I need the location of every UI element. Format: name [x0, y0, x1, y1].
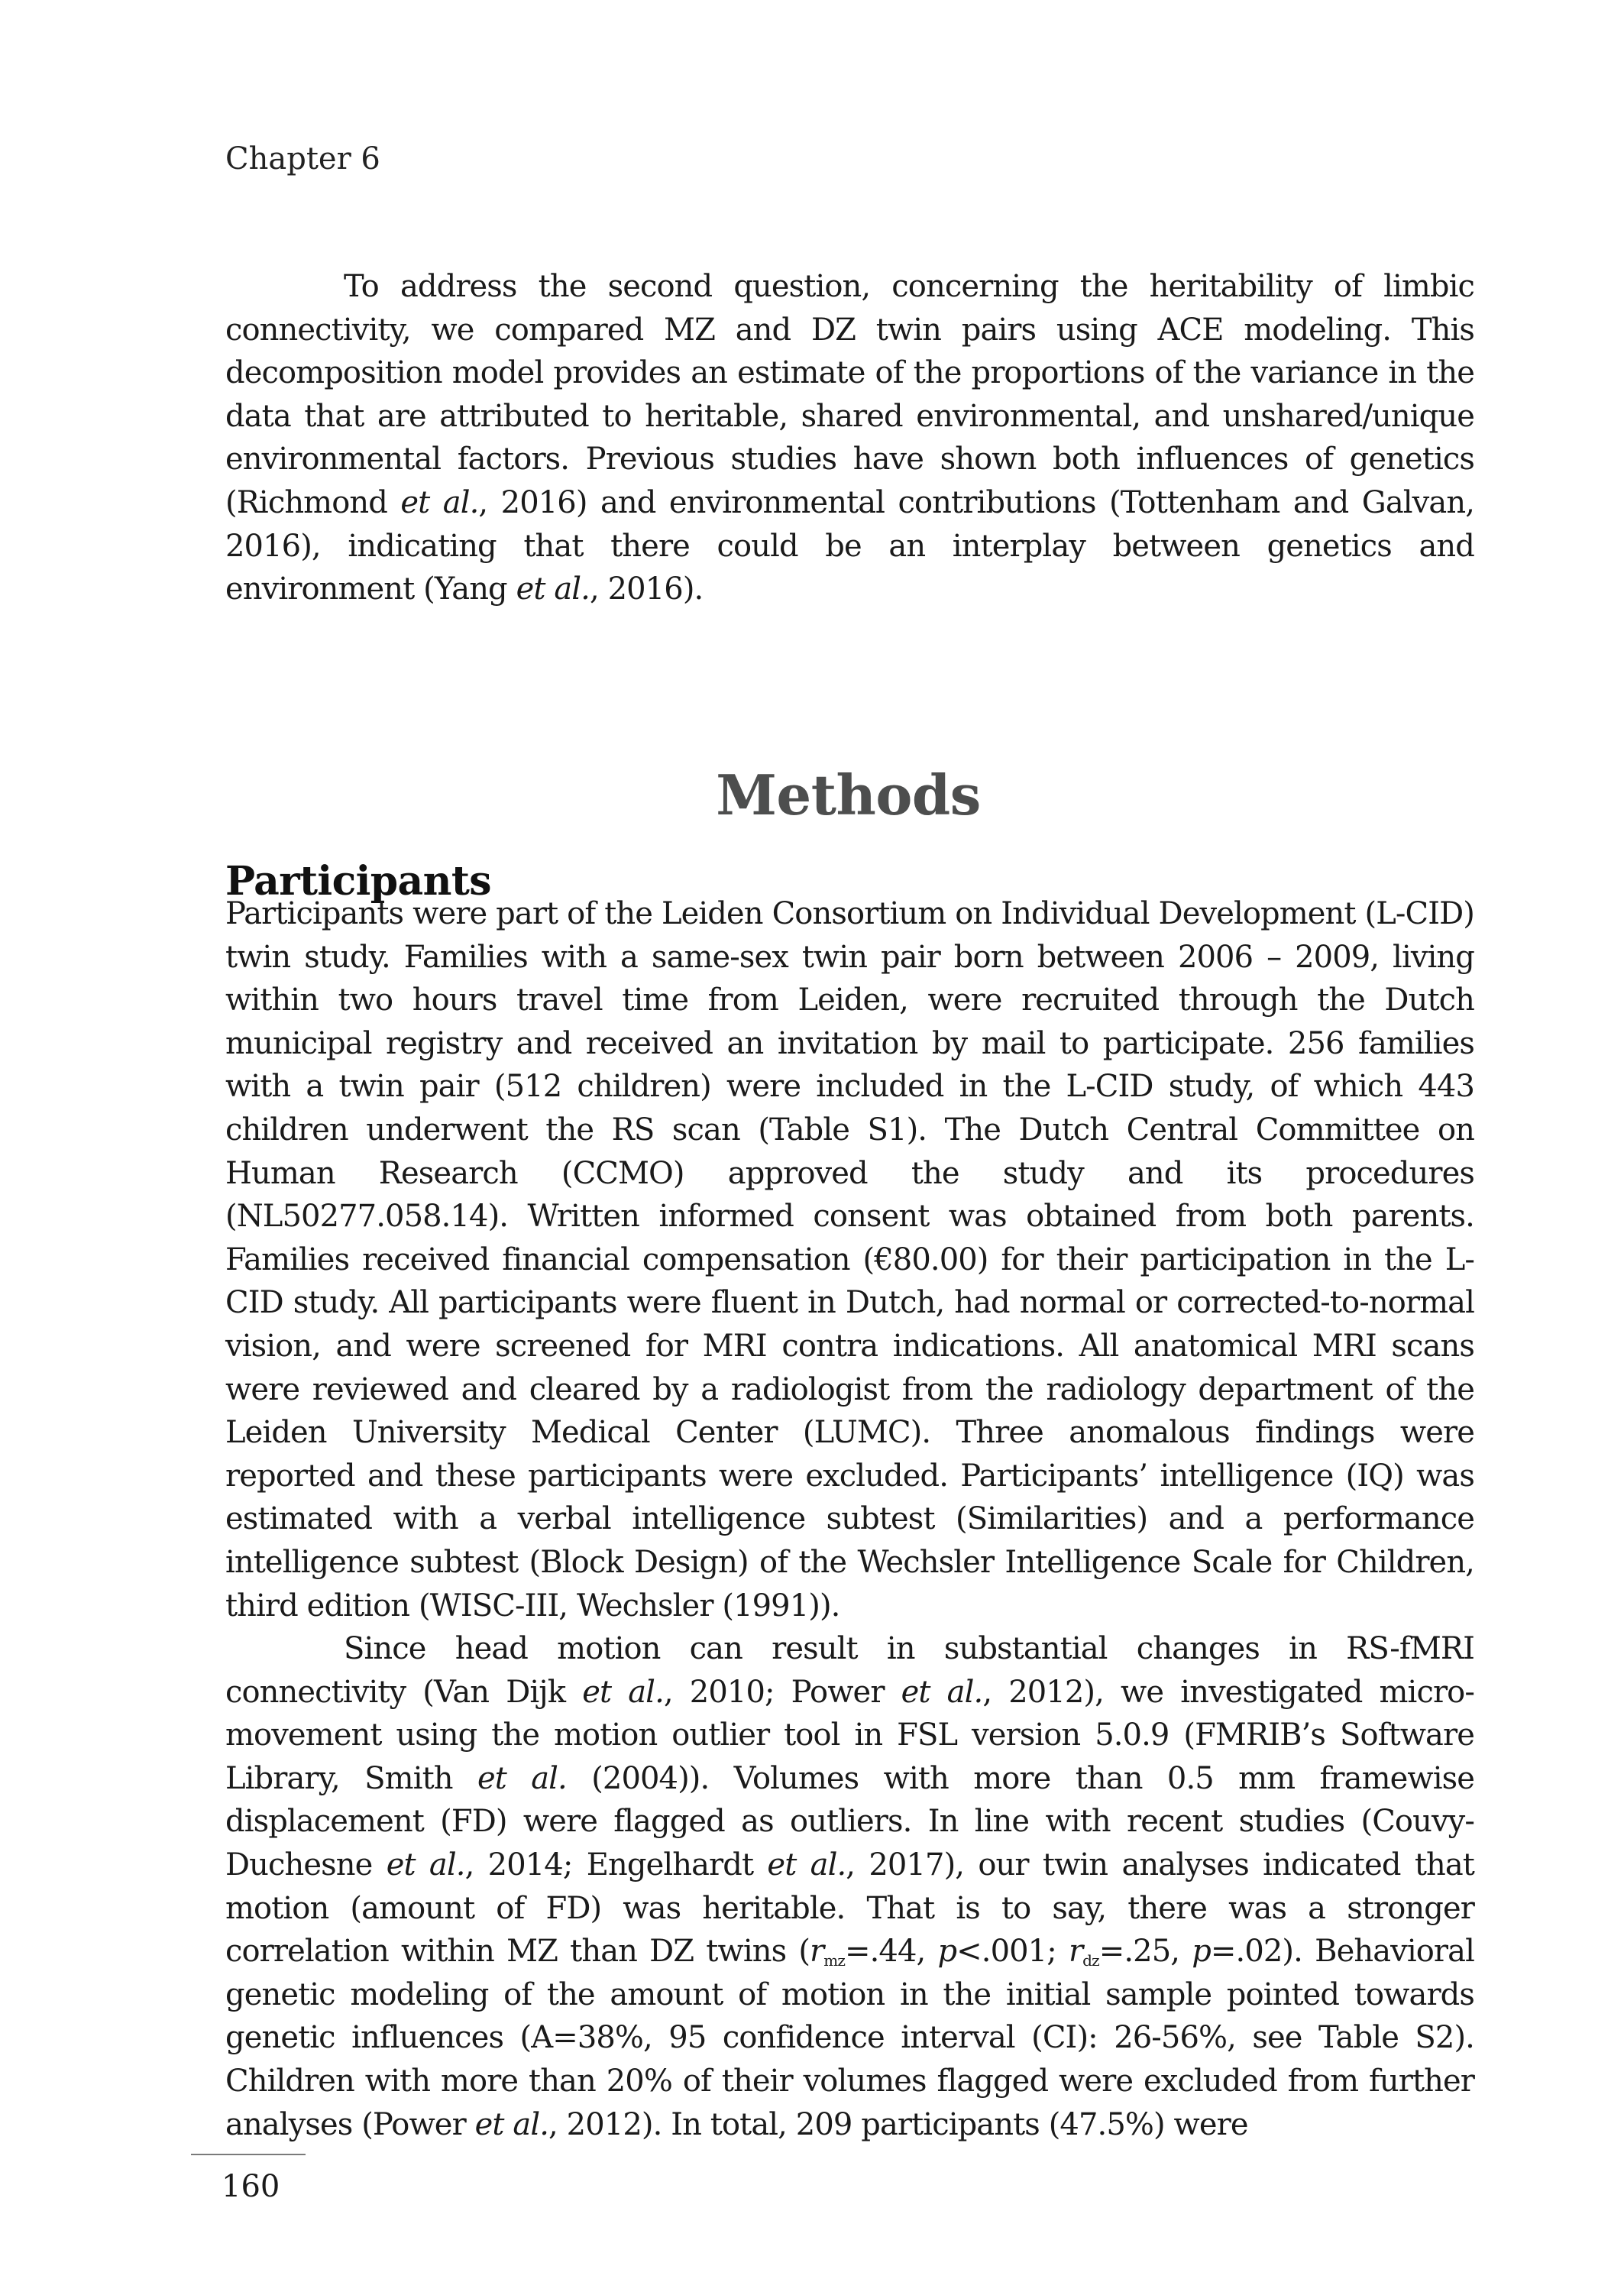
text-run: , 2017), our twin analyses indicated that motion (amount of FD) was heritable. That is to say, there was a stronger correlation within MZ than DZ twins (	[225, 1847, 1474, 1970]
text-run: (2004)). Volumes with more than 0.5 mm framewise displacement (FD) were flagged as outliers. In line with recent studies (Couvy-Duchesne	[225, 1760, 1474, 1883]
italic-et-al: et al.	[767, 1847, 846, 1883]
running-head-chapter: Chapter 6	[225, 141, 380, 176]
text-run: , 2016).	[590, 571, 704, 607]
text-run: , 2012), we investigated micro-movement using the motion outlier tool in FSL version 5.0.9 (FMRIB’s Software Library, Smith	[225, 1674, 1474, 1796]
page-number: 160	[222, 2169, 280, 2204]
stat-p: p	[1192, 1934, 1211, 1970]
italic-et-al: et al.	[477, 1760, 567, 1796]
subscript-mz: mz	[823, 1951, 845, 1970]
italic-et-al: et al.	[582, 1674, 664, 1710]
stat-r-mz: r	[810, 1934, 824, 1970]
intro-section	[225, 265, 1474, 611]
text-run: , 2010; Power	[663, 1674, 901, 1710]
intro-paragraph	[225, 265, 1474, 611]
text-run: =.02). Behavioral genetic modeling of the amount of motion in the initial sample pointed towards genetic influences (A=38%, 95 confidence interval (CI): 26-56%, see Table S2). Children with more than 20% of their volumes flagged were excluded from further analyses (Power	[225, 1934, 1474, 2142]
participants-paragraph-2	[225, 1627, 1474, 2146]
section-title-methods: Methods	[716, 762, 981, 828]
italic-et-al: et al.	[901, 1674, 983, 1710]
text-run: <.001;	[956, 1934, 1069, 1970]
italic-et-al: et al.	[516, 571, 590, 607]
text-run: To address the second question, concerning the heritability of limbic connectivity, we compared MZ and DZ twin pairs using ACE modeling. This decomposition model provides an estimate of the proportions of the variance in the data that are attributed to heritable, shared environmental, and unshared/unique environmental factors. Previous studies have shown both influences of genetics (Richmond	[225, 269, 1474, 520]
italic-et-al: et al.	[474, 2106, 549, 2142]
text-run: =.25,	[1098, 1934, 1192, 1970]
participants-section	[225, 892, 1474, 2146]
italic-et-al: et al.	[400, 484, 479, 520]
participants-paragraph-1: Participants were part of the Leiden Consortium on Individual Development (L-CID) twin study. Families with a same-sex twin pair born between 2006 – 2009, living within two hours travel time from Leiden, were recruited through the Dutch municipal registry and received an invitation by mail to participate. 256 families with a twin pair (512 children) were included in the L-CID study, of which 443 children underwent the RS scan (Table S1). The Dutch Central Committee on Human Research (CCMO) approved the study and its procedures (NL50277.058.14). Written informed consent was obtained from both parents. Families received financial compensation (€80.00) for their participation in the L-CID study. All participants were fluent in Dutch, had normal or corrected-to-normal vision, and were screened for MRI contra indications. All anatomical MRI scans were reviewed and cleared by a radiologist from the radiology department of the Leiden University Medical Center (LUMC). Three anomalous findings were reported and these participants were excluded. Participants’ intelligence (IQ) was estimated with a verbal intelligence subtest (Similarities) and a performance intelligence subtest (Block Design) of the Wechsler Intelligence Scale for Children, third edition (WISC-III, Wechsler (1991)).	[225, 896, 1474, 1624]
text-run: Since head motion can result in substantial changes in RS-fMRI connectivity (Van Dijk	[225, 1631, 1474, 1710]
stat-r-dz: r	[1068, 1934, 1083, 1970]
text-run: , 2014; Engelhardt	[464, 1847, 768, 1883]
subscript-dz: dz	[1082, 1951, 1099, 1970]
text-run: , 2012). In total, 209 participants (47.5%) were	[548, 2106, 1248, 2142]
text-run: , 2016) and environmental contributions (Tottenham and Galvan, 2016), indicating that there could be an interplay between genetics and environment (Yang	[225, 484, 1475, 607]
subsection-title-participants: Participants	[225, 858, 491, 905]
text-run: =.44,	[844, 1934, 938, 1970]
footer-rule	[191, 2154, 306, 2155]
italic-et-al: et al.	[386, 1847, 465, 1883]
stat-p: p	[937, 1934, 957, 1970]
